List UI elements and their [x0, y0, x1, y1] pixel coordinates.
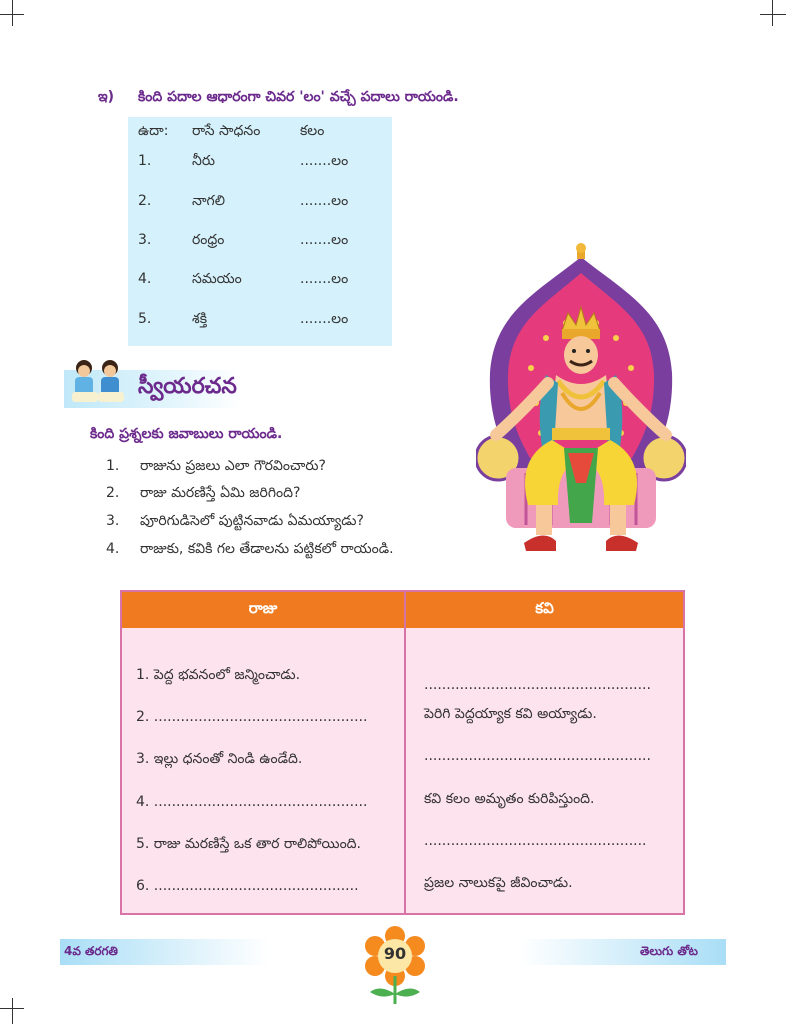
- king-cell: 5. రాజు మరణిస్తే ఒక తార రాలిపోయింది.: [136, 836, 361, 852]
- table-header-poet: కవి: [406, 592, 683, 628]
- king-cell: 1. పెద్ద భవనంలో జన్మించాడు.: [136, 667, 301, 683]
- table-header-king: రాజు: [122, 592, 404, 628]
- item-word: నీరు: [192, 153, 215, 169]
- crop-mark-bl-v: [12, 998, 13, 1024]
- question-num: 1.: [106, 458, 120, 474]
- page-number: 90: [383, 944, 407, 963]
- item-word: శక్తి: [192, 311, 208, 327]
- poet-cell: ..................................................: [424, 833, 647, 849]
- question-num: 3.: [106, 513, 120, 529]
- poet-cell: ...................................................: [424, 677, 651, 693]
- section-title: స్వీయరచన: [138, 374, 237, 399]
- question-text: రాజును ప్రజలు ఎలా గౌరవించారు?: [140, 458, 326, 474]
- poet-cell: ప్రజల నాలుకపై జీవించాడు.: [424, 875, 573, 891]
- crop-mark-tr-h: [760, 14, 786, 15]
- item-num: 4.: [138, 271, 152, 287]
- crop-mark-tr-v: [772, 0, 773, 26]
- king-cell: 4. ................................................: [136, 794, 368, 810]
- question-text: పూరిగుడిసెలో పుట్టినవాడు ఏమయ్యాడు?: [140, 513, 364, 529]
- item-blank: .......లం: [300, 153, 349, 169]
- example-word: రాసే సాధనం: [192, 123, 261, 139]
- item-word: సమయం: [192, 271, 242, 287]
- footer-class: 4వ తరగతి: [64, 944, 118, 958]
- question-num: 4.: [106, 541, 120, 557]
- item-blank: .......లం: [300, 232, 349, 248]
- crop-mark-tl-v: [12, 0, 13, 26]
- poet-cell: ...................................................: [424, 748, 651, 764]
- exercise-box: [128, 117, 392, 346]
- exercise-marker: ఇ): [98, 89, 115, 105]
- item-blank: .......లం: [300, 193, 349, 209]
- children-reading-icon: [66, 356, 130, 410]
- questions-instruction: కింది ప్రశ్నలకు జవాబులు రాయండి.: [90, 426, 283, 442]
- item-blank: .......లం: [300, 311, 349, 327]
- example-label: ఉదా:: [138, 123, 169, 139]
- poet-cell: పెరిగి పెద్దయ్యాక కవి అయ్యాడు.: [424, 706, 597, 722]
- item-blank: .......లం: [300, 271, 349, 287]
- item-num: 1.: [138, 153, 152, 169]
- table-divider: [404, 592, 406, 913]
- king-cell: 6. ..............................................: [136, 878, 359, 894]
- poet-cell: కవి కలం అమృతం కురిపిస్తుంది.: [424, 791, 595, 807]
- item-num: 5.: [138, 311, 152, 327]
- flower-icon: [362, 926, 428, 1006]
- item-num: 2.: [138, 193, 152, 209]
- comparison-table: [120, 590, 685, 915]
- question-text: రాజుకు, కవికి గల తేడాలను పట్టికలో రాయండి.: [140, 541, 394, 557]
- question-num: 2.: [106, 485, 120, 501]
- item-num: 3.: [138, 232, 152, 248]
- footer-book: తెలుగు తోట: [640, 944, 698, 958]
- item-word: నాగలి: [192, 193, 225, 209]
- item-word: రంధ్రం: [192, 232, 225, 248]
- question-text: రాజు మరణిస్తే ఏమి జరిగింది?: [140, 485, 301, 501]
- king-cell: 2. ................................................: [136, 709, 368, 725]
- king-illustration: [476, 243, 686, 558]
- example-answer: కలం: [300, 123, 325, 139]
- exercise-instruction: కింది పదాల ఆధారంగా చివర 'లం' వచ్చే పదాలు రాయండి.: [138, 89, 459, 105]
- king-cell: 3. ఇల్లు ధనంతో నిండి ఉండేది.: [136, 751, 303, 767]
